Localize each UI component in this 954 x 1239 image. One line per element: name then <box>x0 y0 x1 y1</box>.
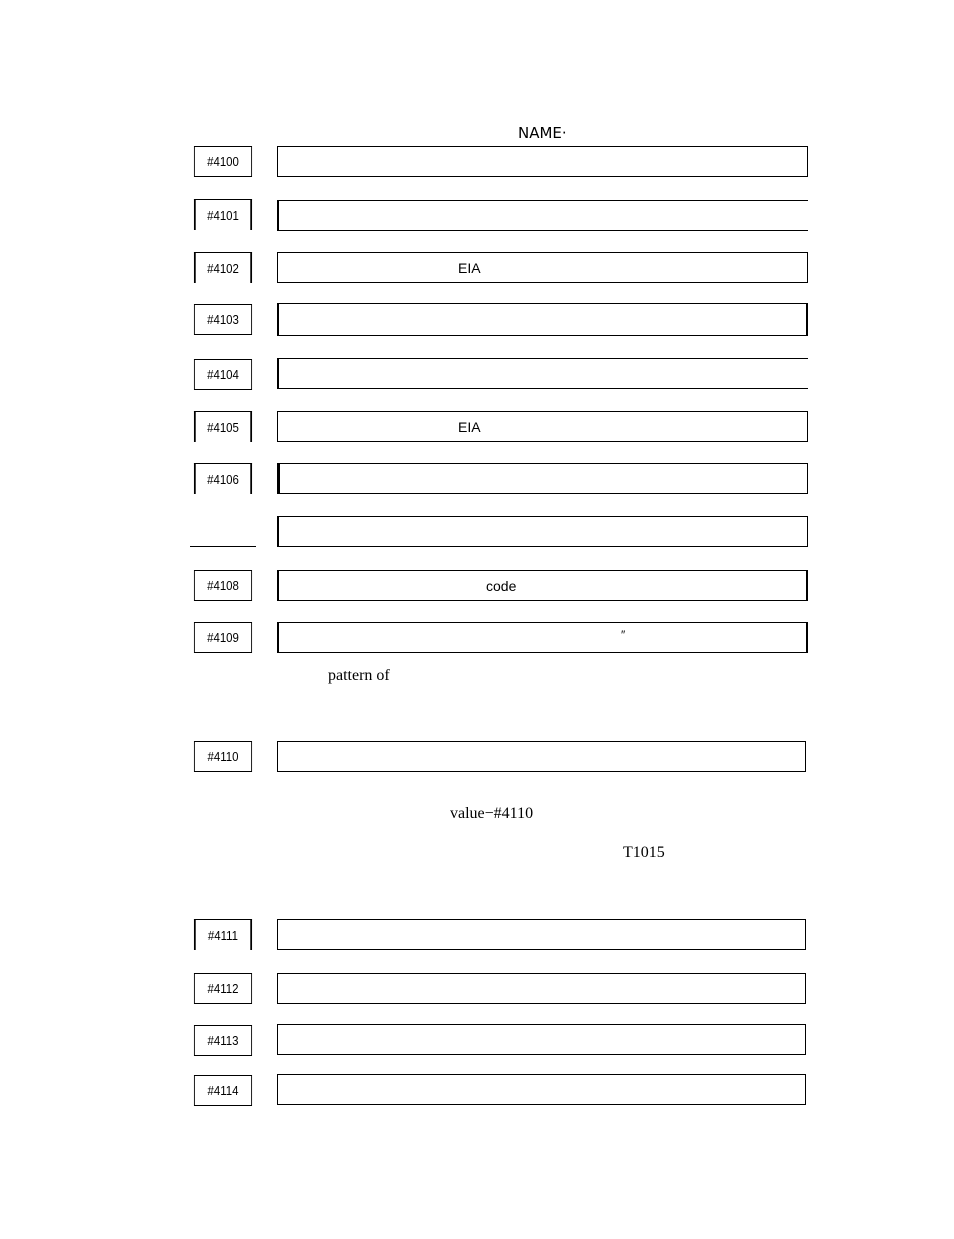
param-code-4104: #4104 <box>194 359 252 390</box>
param-code-4113: #4113 <box>194 1025 252 1056</box>
param-code-4110: #4110 <box>194 741 252 772</box>
param-field-4102-text: EIA <box>458 260 481 276</box>
param-code-4109: #4109 <box>194 622 252 653</box>
param-field-4103[interactable] <box>277 303 808 336</box>
param-field-4100[interactable] <box>277 146 808 177</box>
param-field-4105[interactable] <box>277 411 808 442</box>
param-code-4108: #4108 <box>194 570 252 601</box>
param-code-4112: #4112 <box>194 973 252 1004</box>
param-field-4106[interactable] <box>277 463 808 494</box>
param-code-placeholder-line <box>190 546 256 547</box>
param-field-4109[interactable] <box>277 622 808 653</box>
param-code-4106: #4106 <box>194 463 252 494</box>
param-field-4104[interactable] <box>277 358 808 389</box>
param-field-4101[interactable] <box>277 200 808 231</box>
param-field-4113[interactable] <box>277 1024 806 1055</box>
param-code-4111: #4111 <box>194 919 252 950</box>
param-field-4105-text: EIA <box>458 419 481 435</box>
param-code-4114: #4114 <box>194 1075 252 1106</box>
note-value-4110: value−#4110 <box>450 805 534 822</box>
param-code-4101: #4101 <box>194 199 252 230</box>
param-field-4102[interactable] <box>277 252 808 283</box>
param-field-4111[interactable] <box>277 919 806 950</box>
note-pattern-of: pattern of <box>328 667 390 684</box>
param-field-4110[interactable] <box>277 741 806 772</box>
param-code-4102: #4102 <box>194 252 252 283</box>
param-field-4112[interactable] <box>277 973 806 1004</box>
param-field-4107[interactable] <box>277 516 808 547</box>
param-field-4108-text: code <box>486 578 517 594</box>
param-code-4105: #4105 <box>194 411 252 442</box>
page-title: NAME· <box>518 124 567 142</box>
param-field-4114[interactable] <box>277 1074 806 1105</box>
note-t1015: T1015 <box>623 844 665 861</box>
param-field-4109-text: ″ <box>621 628 626 642</box>
param-field-4108[interactable] <box>277 570 808 601</box>
param-code-4100: #4100 <box>194 146 252 177</box>
param-code-4103: #4103 <box>194 304 252 335</box>
